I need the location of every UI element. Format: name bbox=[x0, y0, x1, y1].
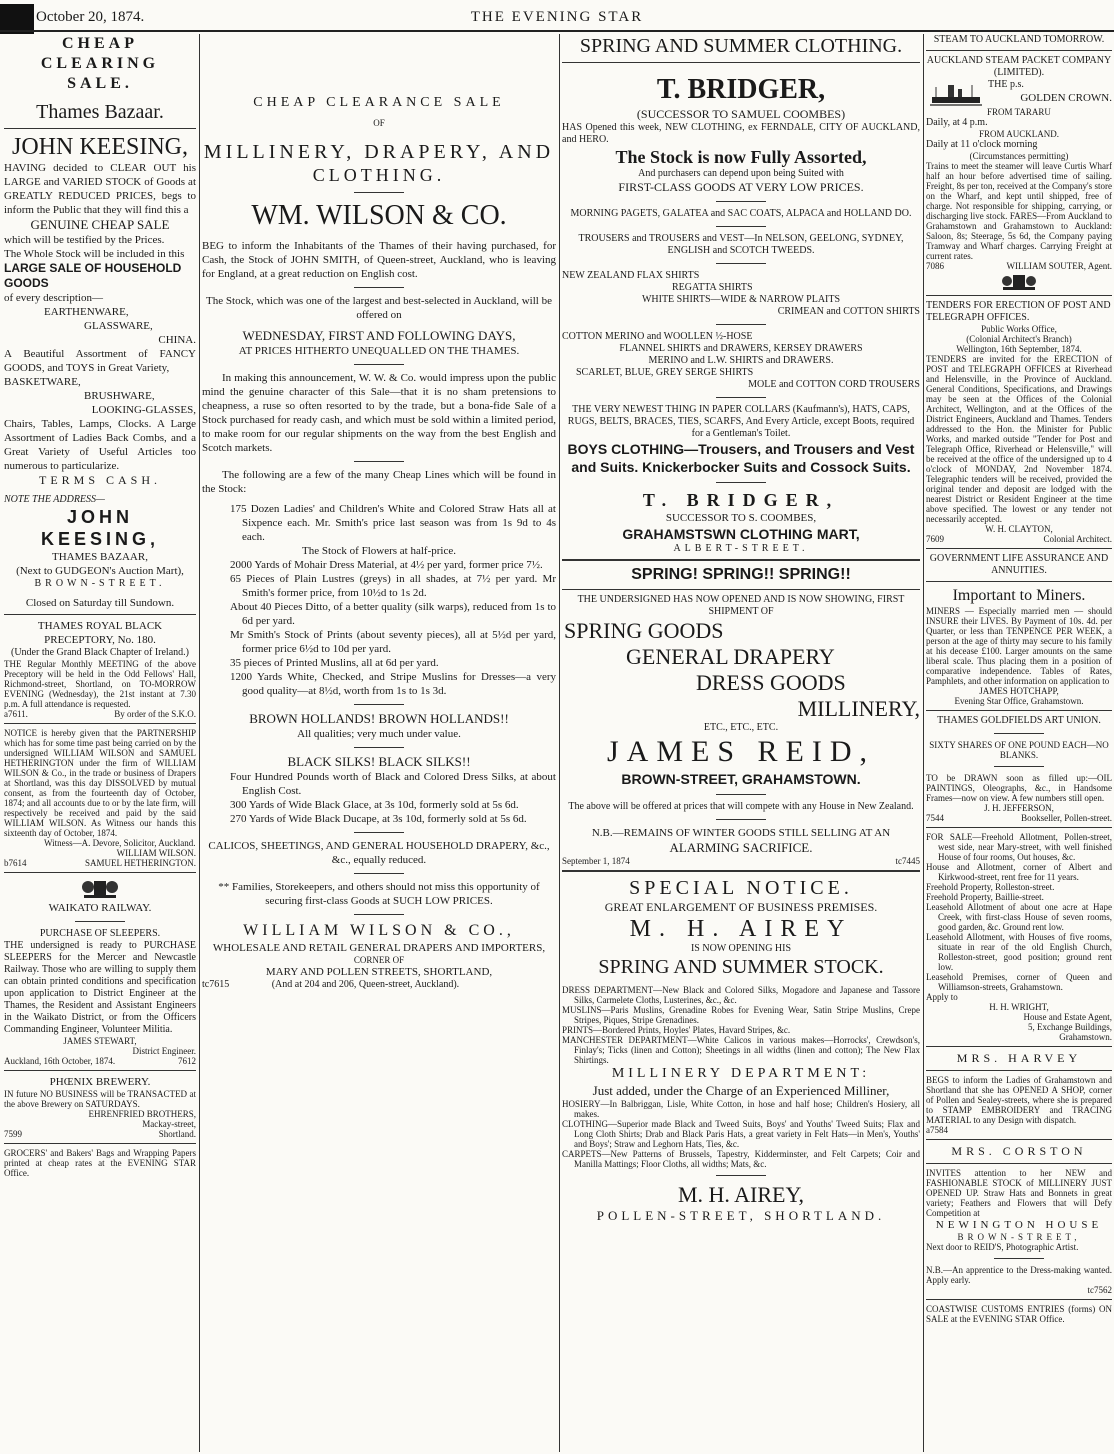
hollands-sub: All qualities; very much under value. bbox=[297, 728, 461, 740]
calicos-line: CALICOS, SHEETINGS, AND GENERAL HOUSEHOLD DRAPERY, &c., &c., equally reduced. bbox=[208, 840, 550, 866]
notice-office: (Colonial Architect's Branch) bbox=[966, 334, 1072, 344]
apprentice-line: N.B.—An apprentice to the Dress-making wanted. Apply early. bbox=[926, 1265, 1112, 1285]
note-address: NOTE THE ADDRESS— bbox=[4, 494, 105, 505]
stock-line: 2000 Yards of Mohair Dress Material, at 4½ per yard, former price 7½. bbox=[230, 559, 543, 571]
property-line: Leasehold Allotment of about one acre at Hape Creek, with first-class House of seven rooms, good garden, &c. Ground rent low. bbox=[926, 902, 1112, 932]
silk-line: Four Hundred Pounds worth of Black and Colored Dress Silks, at about English Cost. bbox=[230, 771, 556, 797]
column-rule bbox=[199, 34, 200, 1452]
advert-text: Chairs, Tables, Lamps, Clocks. A Large Assortment of Ladies Back Combs, and a Great Variety of Useful Articles too numerous to particularize. bbox=[4, 418, 196, 472]
firm-successor: SUCCESSOR TO S. COOMBES, bbox=[665, 512, 817, 524]
notice-signature: WILLIAM SOUTER, Agent. bbox=[1006, 261, 1112, 271]
department-line: MUSLINS—Paris Muslins, Grenadine Robes for Evening Wear, Satin Stripe Muslins, Crepe Stripes, Piques, Stripe Grenadines. bbox=[562, 1005, 920, 1025]
shop-location: Next door to REID'S, Photographic Artist. bbox=[926, 1242, 1079, 1252]
boys-clothing: BOYS CLOTHING—Trousers, and Trousers and Vest and Suits. Knickerbocker Suits and Cossock Suits. bbox=[567, 441, 915, 475]
notice-body: IN future NO BUSINESS will be TRANSACTED at the above Brewery on SATURDAYS. bbox=[4, 1089, 196, 1109]
notice-body: Trains to meet the steamer will leave Curtis Wharf half an hour before advertised time of sailing. Freight, 8s per ton, received at the Company's store on the Wharf, and kept until shipped, free of charge. Not responsible for shipping, carrying, or discharging live stock. FARES—From Auckland to Grahamstown and Grahamstown to Auckland: Saloon, 8s; Steerage, 5s 6d, the Company paying Tramway and Wharf charges. Carrying Freight at current rates. bbox=[926, 161, 1112, 261]
royal-crest-icon bbox=[999, 273, 1039, 291]
firm-name: WM. WILSON & CO. bbox=[251, 200, 507, 231]
stock-assorted: The Stock is now Fully Assorted, bbox=[615, 147, 867, 167]
tenders-notice bbox=[926, 300, 1112, 544]
sale-goods: CLOTHING. bbox=[312, 165, 446, 185]
advert-text: A Beautiful Assortment of FANCY GOODS, and TOYS in Great Variety, bbox=[4, 348, 196, 374]
harvey-advert bbox=[926, 1051, 1112, 1135]
ad-reference: 7599 bbox=[4, 1129, 22, 1139]
notice-title: STEAM TO AUCKLAND TOMORROW. bbox=[933, 34, 1105, 45]
firm-address: BROWN-STREET, GRAHAMSTOWN. bbox=[621, 771, 861, 787]
phoenix-brewery-notice bbox=[4, 1075, 196, 1139]
proprietor-name: JOHN KEESING, bbox=[40, 507, 160, 549]
stock-line: About 40 Pieces Ditto, of a better quality (silk warps), reduced from 1s to 6d per yard. bbox=[230, 601, 556, 627]
property-line: Freehold Property, Rolleston-street. bbox=[926, 882, 1055, 892]
notice-signature: H. H. WRIGHT, bbox=[989, 1002, 1049, 1012]
notice-date: September 1, 1874 bbox=[562, 856, 630, 866]
vessel-label: THE p.s. bbox=[988, 79, 1024, 90]
art-union-notice bbox=[926, 715, 1112, 823]
firm-successor: (SUCCESSOR TO SAMUEL COOMBES) bbox=[636, 107, 846, 121]
ad-reference: 7544 bbox=[926, 813, 944, 823]
shares-line: SIXTY SHARES OF ONE POUND EACH—NO BLANKS. bbox=[929, 740, 1109, 760]
firm-name: JAMES REID, bbox=[606, 735, 875, 768]
sale-heading: CHEAP CLEARANCE SALE bbox=[253, 95, 505, 110]
large-sale: LARGE SALE OF HOUSEHOLD GOODS bbox=[4, 261, 182, 290]
notice-date: Wellington, 16th September, 1874. bbox=[956, 344, 1082, 354]
notice-body: TENDERS are invited for the ERECTION of POST and TELEGRAPH OFFICES at Riverhead and Helensville, in the Province of Auckland. General Conditions, Specifications, and Drawings may be seen at the Offices of the Colonial Architect, Wellington, and at the Offices of the District Engineers, Auckland and Thames. Tenders addressed to the Hon. the Minister for Public Works, and marked outside "Tender for Post and Telegraph Office, Riverhead or Helensville," will be received at the office of the undersigned up to 4 o'clock of MONDAY, 2nd November 1874. Telegraphic tenders will be received, provided the original tender and deposit are lodged with the nearest District or Resident Engineer at the time above specified. The lowest or any tender not necessarily accepted. bbox=[926, 354, 1112, 524]
advert-intro: HAVING decided to CLEAR OUT his LARGE and VARIED STOCK of Goods at GREATLY REDUCED PRICES, begs to inform the Public that they will find this a bbox=[4, 162, 196, 216]
mart-street: ALBERT-STREET. bbox=[673, 543, 809, 554]
column-3 bbox=[562, 34, 920, 1452]
notice-signature: JAMES HOTCHAPP, bbox=[979, 686, 1059, 696]
merino-line: MERINO and L.W. SHIRTS and DRAWERS. bbox=[648, 355, 834, 366]
preceptory-notice bbox=[4, 619, 196, 719]
notice-office: Public Works Office, bbox=[981, 324, 1057, 334]
department-line: DRESS DEPARTMENT—New Black and Colored Silks, Mogadore and Japanese and Tassore Silks, Carmelete Cloths, Lusterines, &c., &c. bbox=[562, 985, 920, 1005]
notice-title: WAIKATO RAILWAY. bbox=[48, 902, 152, 914]
bazaar-address: THAMES BAZAAR, bbox=[52, 551, 148, 563]
department-line: HOSIERY—In Balbriggan, Lisle, White Cotton, in hose and half hose; Children's Hosiery, all makes. bbox=[562, 1099, 920, 1119]
advert-text: And purchasers can depend upon being Suited with bbox=[638, 168, 844, 179]
column-1 bbox=[4, 34, 196, 1452]
steam-packet-advert bbox=[926, 34, 1112, 271]
notice-subtitle: PURCHASE OF SLEEPERS. bbox=[39, 928, 161, 939]
advert-intro: THE UNDERSIGNED HAS NOW OPENED AND IS NOW SHOWING, FIRST SHIPMENT OF bbox=[577, 594, 905, 617]
bazaar-address: BROWN-STREET. bbox=[34, 578, 166, 589]
royal-crest-icon bbox=[80, 877, 120, 899]
notice-address: Mackay-street, bbox=[142, 1119, 196, 1129]
advert-text: which will be testified by the Prices. bbox=[4, 234, 165, 246]
genuine-sale: GENUINE CHEAP SALE bbox=[30, 217, 170, 232]
bazaar-address: (Next to GUDGEON's Auction Mart), bbox=[16, 565, 184, 577]
notice-title: GOVERNMENT LIFE ASSURANCE AND ANNUITIES. bbox=[929, 553, 1109, 576]
notice-title: THAMES GOLDFIELDS ART UNION. bbox=[937, 715, 1101, 726]
sale-heading-of: OF bbox=[373, 118, 385, 128]
firm-name: WILLIAM WILSON & CO., bbox=[243, 922, 515, 939]
millinery: MILLINERY, bbox=[797, 696, 920, 721]
merino-line: SCARLET, BLUE, GREY SERGE SHIRTS bbox=[576, 367, 754, 378]
advert-text: The following are a few of the many Cheap Lines which will be found in the Stock: bbox=[202, 469, 556, 495]
firm-auckland: (And at 204 and 206, Queen-street, Auckland). bbox=[271, 979, 460, 990]
notice-body: THE undersigned is ready to PURCHASE SLEEPERS for the Mercer and Newcastle Railway. Those who are willing to supply them can obtain printed conditions and specification upon application to District Engineer at the Thames, the Resident and Assistant Engineers in the Waikato District, or from the Officers Commanding Engineer, Volunteer Militia. bbox=[4, 940, 196, 1035]
firm-name: T. BRIDGER, bbox=[642, 490, 840, 510]
ad-reference: b7614 bbox=[4, 858, 27, 868]
ad-reference: tc7445 bbox=[895, 856, 920, 866]
clothing-mart: GRAHAMSTSWN CLOTHING MART, bbox=[622, 526, 860, 542]
firm-name: T. BRIDGER, bbox=[656, 74, 826, 105]
headline: CHEAP CLEARING SALE. bbox=[40, 35, 160, 92]
property-line: House and Allotment, corner of Albert and Kirkwood-street, rent free for 11 years. bbox=[926, 862, 1112, 882]
ad-reference: tc7615 bbox=[202, 979, 230, 990]
department-line: CARPETS—New Patterns of Brussels, Tapestry, Kidderminster, and Felt Carpets; Coir and Manilla Mattings; Floor Cloths, all widths; Mats, &c. bbox=[562, 1149, 920, 1169]
special-notice: SPECIAL NOTICE. bbox=[629, 877, 853, 899]
steamship-icon bbox=[926, 79, 986, 107]
first-class: FIRST-CLASS GOODS AT VERY LOW PRICES. bbox=[618, 180, 864, 194]
waikato-railway-notice bbox=[4, 877, 196, 1066]
hollands-heading: BROWN HOLLANDS! BROWN HOLLANDS!! bbox=[249, 711, 509, 726]
grocers-notice: GROCERS' and Bakers' Bags and Wrapping Papers printed at cheap rates at the EVENING STAR Office. bbox=[4, 1148, 196, 1178]
advert-text: The Whole Stock will be included in this bbox=[4, 248, 185, 260]
column-rule bbox=[559, 34, 560, 1452]
remains-line: N.B.—REMAINS OF WINTER GOODS STILL SELLING AT AN bbox=[591, 827, 891, 839]
property-line: Leasehold Premises, corner of Queen and Williamson-streets, Grahamstown. bbox=[926, 972, 1112, 992]
dress-goods: DRESS GOODS bbox=[696, 670, 846, 695]
property-sale-notice bbox=[926, 832, 1112, 1042]
issue-date: October 20, 1874. bbox=[36, 9, 145, 25]
notice-title: MRS. CORSTON bbox=[951, 1144, 1087, 1158]
notice-body: THE Regular Monthly MEETING of the above Preceptory will be held in the Odd Fellows' Hall, Richmond-street, Shortland, on TO-MORROW EVENING (Wednesday), the 21st instant at 7.30 p.m. A full attendance is requested. bbox=[4, 659, 196, 709]
notice-body: NOTICE is hereby given that the PARTNERSHIP which has for some time past being carried on by the undersigned WILLIAM WILSON and SAMUEL HETHERINGTON under the firm of WILLIAM WILSON & Co., in the trade or business of Drapers at Shortland, was this day DISSOLVED by mutual consent, as from the fourteenth day of October, 1874; and all accounts due to or by the late firm, will respectively be received and paid by the said WILLIAM WILSON. As Witness our hands this sixteenth day of October, 1874. bbox=[4, 728, 196, 838]
department-line: PRINTS—Bordered Prints, Hoyles' Plates, Havard Stripes, &c. bbox=[562, 1025, 791, 1035]
schedule-line: (Circumstances permitting) bbox=[969, 151, 1069, 161]
notice-signature: SAMUEL HETHERINGTON. bbox=[85, 858, 196, 868]
shop-name: NEWINGTON HOUSE bbox=[935, 1219, 1103, 1231]
notice-office: Evening Star Office, Grahamstown. bbox=[954, 696, 1084, 706]
notice-title: TENDERS FOR ERECTION OF POST AND TELEGRAPH OFFICES. bbox=[926, 300, 1111, 323]
corston-advert bbox=[926, 1144, 1112, 1295]
property-line: FOR SALE—Freehold Allotment, Pollen-street, west side, near Mary-street, with well finished House of four rooms, Out houses, &c. bbox=[926, 832, 1112, 862]
notice-date: Auckland, 16th October, 1874. bbox=[4, 1056, 116, 1066]
shirt-line: NEW ZEALAND FLAX SHIRTS bbox=[562, 270, 700, 281]
notice-body: BEGS to inform the Ladies of Grahamstown and Shortland that she has OPENED A SHOP, corner of Pollen and Sealey-streets, where she is prepared to STAMP EMBROIDERY and TRACING MATERIAL to any Design with dispatch. bbox=[926, 1075, 1112, 1125]
company-name: AUCKLAND STEAM PACKET COMPANY (LIMITED). bbox=[926, 55, 1112, 78]
terms-cash: TERMS CASH. bbox=[38, 473, 162, 487]
notice-subtitle: (Under the Grand Black Chapter of Ireland.) bbox=[11, 647, 189, 658]
column-4 bbox=[926, 34, 1112, 1452]
newspaper-title: THE EVENING STAR bbox=[470, 9, 644, 25]
notice-title: THAMES ROYAL BLACK PRECEPTORY, No. 180. bbox=[37, 620, 163, 646]
advert-intro: BEG to inform the Inhabitants of the Thames of their having purchased, for Cash, the Stock of JOHN SMITH, of Queen-street, Auckland, who is leaving for England, at a great reduction on English cost. bbox=[202, 240, 556, 280]
notice-body: INVITES attention to her NEW and FASHIONABLE STOCK of MILLINERY JUST OPENED UP. Straw Hats and Bonnets in great variety; Feathers and Flowers that will Defy Competition at bbox=[926, 1168, 1112, 1218]
notice-address: Shortland. bbox=[158, 1129, 196, 1139]
firm-address: POLLEN-STREET, SHORTLAND. bbox=[596, 1208, 886, 1223]
milliner-line: Just added, under the Charge of an Experienced Milliner, bbox=[592, 1083, 890, 1098]
families-note: ** Families, Storekeepers, and others should not miss this opportunity of securing first-class Goods at SUCH LOW PRICES. bbox=[218, 881, 540, 907]
notice-signature: EHRENFRIED BROTHERS, bbox=[88, 1109, 196, 1119]
schedule-line: FROM AUCKLAND. bbox=[978, 129, 1059, 139]
ad-reference: a7611. bbox=[4, 709, 28, 719]
proprietor-name: JOHN KEESING, bbox=[12, 134, 188, 160]
notice-signature: J. H. JEFFERSON, bbox=[984, 803, 1054, 813]
ad-reference: a7584 bbox=[926, 1125, 948, 1135]
ad-reference: 7086 bbox=[926, 261, 944, 271]
notice-role: District Engineer. bbox=[132, 1046, 196, 1056]
newest-line: THE VERY NEWEST THING IN PAPER COLLARS (Kaufmann's), HATS, CAPS, RUGS, BELTS, BRACES, TIES, SCARFS, And Every Article, except Boots, required for a Gentleman's Toilet. bbox=[567, 404, 915, 439]
life-assurance-notice bbox=[926, 553, 1112, 706]
merino-line: MOLE and COTTON CORD TROUSERS bbox=[748, 379, 920, 390]
firm-streets: MARY AND POLLEN STREETS, SHORTLAND, bbox=[265, 966, 493, 978]
notice-role: Bookseller, Pollen-street. bbox=[1021, 813, 1112, 823]
stock-line: 65 Pieces of Plain Lustres (greys) in all shades, at 7½ per yard. Mr Smith's former price, from 10½d to 1s 2d. bbox=[230, 573, 556, 599]
vessel-name: GOLDEN CROWN. bbox=[1020, 92, 1112, 104]
ad-reference: 7609 bbox=[926, 534, 944, 544]
alarming-line: ALARMING SACRIFICE. bbox=[669, 840, 813, 855]
bazaar-name: Thames Bazaar. bbox=[36, 101, 164, 123]
notice-title: PHŒNIX BREWERY. bbox=[49, 1076, 151, 1088]
firm-name: M. H. AIREY, bbox=[677, 1182, 805, 1207]
advert-text: The Stock, which was one of the largest and best-selected in Auckland, will be offered on bbox=[206, 295, 552, 321]
stock-line: 175 Dozen Ladies' and Children's White and Colored Straw Hats all at Sixpence each. Mr. Smith's price last season was from 1s 9d to 4s each. bbox=[230, 503, 556, 543]
goods-item: EARTHENWARE, bbox=[44, 306, 129, 318]
notice-address: 5, Exchange Buildings, bbox=[1028, 1022, 1112, 1032]
shirt-line: WHITE SHIRTS—WIDE & NARROW PLAITS bbox=[641, 294, 841, 305]
clothing-heading: SPRING AND SUMMER CLOTHING. bbox=[579, 35, 903, 57]
advert-intro: HAS Opened this week, NEW CLOTHING, ex FERNDALE, CITY OF AUCKLAND, and HERO. bbox=[562, 122, 920, 145]
advert-text: of every description— bbox=[4, 292, 103, 304]
advert-text: The above will be offered at prices that will compete with any House in New Zealand. bbox=[568, 801, 914, 812]
spring-goods: SPRING GOODS bbox=[564, 618, 724, 643]
shop-street: BROWN-STREET, bbox=[957, 1232, 1081, 1242]
clothing-line: TROUSERS and TROUSERS and VEST—In NELSON, GEELONG, SYDNEY, ENGLISH and SCOTCH TWEEDS. bbox=[578, 233, 904, 256]
firm-name: M. H. AIREY bbox=[629, 916, 853, 942]
spring-summer-stock: SPRING AND SUMMER STOCK. bbox=[598, 956, 884, 978]
stock-line: 35 pieces of Printed Muslins, all at 6d per yard. bbox=[230, 657, 439, 669]
shirt-line: REGATTA SHIRTS bbox=[672, 282, 753, 293]
goods-item: GLASSWARE, bbox=[84, 320, 153, 332]
silk-line: 300 Yards of Wide Black Glace, at 3s 10d, formerly sold at 5s 6d. bbox=[230, 799, 519, 811]
notice-title: MRS. HARVEY bbox=[956, 1051, 1082, 1065]
keesing-advert bbox=[4, 34, 196, 610]
shirt-line: CRIMEAN and COTTON SHIRTS bbox=[777, 306, 920, 317]
opening-line: IS NOW OPENING HIS bbox=[690, 943, 792, 954]
notice-address: Grahamstown. bbox=[1059, 1032, 1112, 1042]
goods-item: CHINA. bbox=[158, 334, 196, 346]
announcement: In making this announcement, W. W. & Co. would impress upon the public mind the genuine character of this Sale—that it is no sham pretensions to cheapness, a ruse so often resorted to by the trade, but a bona-fide Sale of a Stock purchased for ready cash, and which must be sold within a limited period, to make room for our regular shipments on the way from the best English and Scotch markets. bbox=[202, 372, 556, 454]
notice-role: House and Estate Agent, bbox=[1023, 1012, 1112, 1022]
closing-note: Closed on Saturday till Sundown. bbox=[25, 597, 175, 609]
goods-item: BRUSHWARE, bbox=[84, 390, 155, 402]
sale-days: WEDNESDAY, FIRST AND FOLLOWING DAYS, bbox=[242, 328, 516, 343]
goods-item: BASKETWARE, bbox=[4, 376, 81, 388]
schedule-line: Daily, at 4 p.m. bbox=[926, 117, 988, 128]
coastwise-notice: COASTWISE CUSTOMS ENTRIES (forms) ON SALE at the EVENING STAR Office. bbox=[926, 1304, 1112, 1324]
stock-line: Mr Smith's Stock of Prints (about seventy pieces), all at 5½d per yard, former price 6½d to 10d per yard. bbox=[230, 629, 556, 655]
notice-body: MINERS — Especially married men — should INSURE their LIVES. By Payment of 10s. 4d. per Quarter, or less than TENPENCE PER WEEK, a person at the age of thirty may secure to his family at his decease £100. Larger amounts on the same liberal scale. Thus placing them in a position of comparative independence. Tables of Rates, Pamphlets, and other information on application to bbox=[926, 606, 1112, 686]
sale-goods: MILLINERY, DRAPERY, AND bbox=[203, 141, 555, 163]
clothing-line: MORNING PAGETS, GALATEA and SAC COATS, ALPACA and HOLLAND DO. bbox=[570, 208, 912, 219]
apply-line: Apply to bbox=[926, 992, 958, 1002]
ad-reference: tc7562 bbox=[1087, 1285, 1112, 1295]
ad-reference: 7612 bbox=[178, 1056, 196, 1066]
firm-corner: CORNER OF bbox=[353, 955, 405, 965]
firm-trade: WHOLESALE AND RETAIL GENERAL DRAPERS AND IMPORTERS, bbox=[212, 942, 546, 954]
silk-line: 270 Yards of Wide Black Ducape, at 3s 10d, formerly sold at 5s 6d. bbox=[230, 813, 527, 825]
department-line: MANCHESTER DEPARTMENT—White Calicos in various makes—Horrocks', Crewdson's, Finlay's; Ticks (linen and Cotton); Sheetings in all widths (linen and cotton); The New Flax Shirtings. bbox=[562, 1035, 920, 1065]
enlargement-line: GREAT ENLARGEMENT OF BUSINESS PREMISES. bbox=[604, 900, 878, 914]
notice-signature: W. H. CLAYTON, bbox=[985, 524, 1053, 534]
etc-line: ETC., ETC., ETC. bbox=[703, 722, 779, 733]
notice-signature: By order of the S.K.O. bbox=[114, 709, 196, 719]
department-line: CLOTHING—Superior made Black and Tweed Suits, Boys' and Youths' Tweed Suits; Flax and Long Cloth Shirts; Drab and Black Paris Hats, a great variety in Felt Hats—in Men's, Youths' and Boys'; Straw and Leghorn Hats, Ties, &c. bbox=[562, 1119, 920, 1149]
goods-item: LOOKING-GLASSES, bbox=[91, 404, 196, 416]
stock-line: The Stock of Flowers at half-price. bbox=[302, 545, 456, 557]
property-line: Leasehold Allotment, with Houses of five rooms, situate in rear of the old English Church, Rolleston-street, good position; ground rent low. bbox=[926, 932, 1112, 972]
column-2 bbox=[202, 34, 556, 1452]
miners-heading: Important to Miners. bbox=[952, 587, 1086, 604]
notice-signature: JAMES STEWART, bbox=[63, 1036, 137, 1046]
stock-line: 1200 Yards White, Checked, and Stripe Muslins for Dresses—a very good quality—at 8½d, worth from 1s to 1s 3d. bbox=[230, 671, 556, 697]
schedule-line: FROM TARARU bbox=[987, 107, 1051, 117]
notice-role: Colonial Architect. bbox=[1043, 534, 1112, 544]
spring-heading: SPRING! SPRING!! SPRING!! bbox=[631, 566, 851, 583]
schedule-line: Daily at 11 o'clock morning bbox=[926, 139, 1038, 150]
notice-body: TO be DRAWN soon as filled up:—OIL PAINTINGS, Oleographs, &c., in Handsome Frames—now on view. A few numbers still open. bbox=[926, 773, 1112, 803]
general-drapery: GENERAL DRAPERY bbox=[626, 644, 835, 669]
column-rule bbox=[923, 34, 924, 1452]
merino-line: COTTON MERINO and WOOLLEN ½-HOSE bbox=[562, 331, 753, 342]
millinery-department: MILLINERY DEPARTMENT: bbox=[611, 1066, 871, 1081]
masthead bbox=[0, 0, 1114, 32]
notice-signature: WILLIAM WILSON. bbox=[116, 848, 196, 858]
sale-prices: AT PRICES HITHERTO UNEQUALLED ON THE THAMES. bbox=[238, 345, 520, 357]
property-line: Freehold Property, Baillie-street. bbox=[926, 892, 1044, 902]
merino-line: FLANNEL SHIRTS and DRAWERS, KERSEY DRAWERS bbox=[619, 343, 863, 354]
partnership-notice bbox=[4, 728, 196, 868]
notice-witness: Witness—A. Devore, Solicitor, Auckland. bbox=[44, 838, 196, 848]
silks-heading: BLACK SILKS! BLACK SILKS!! bbox=[287, 754, 471, 769]
